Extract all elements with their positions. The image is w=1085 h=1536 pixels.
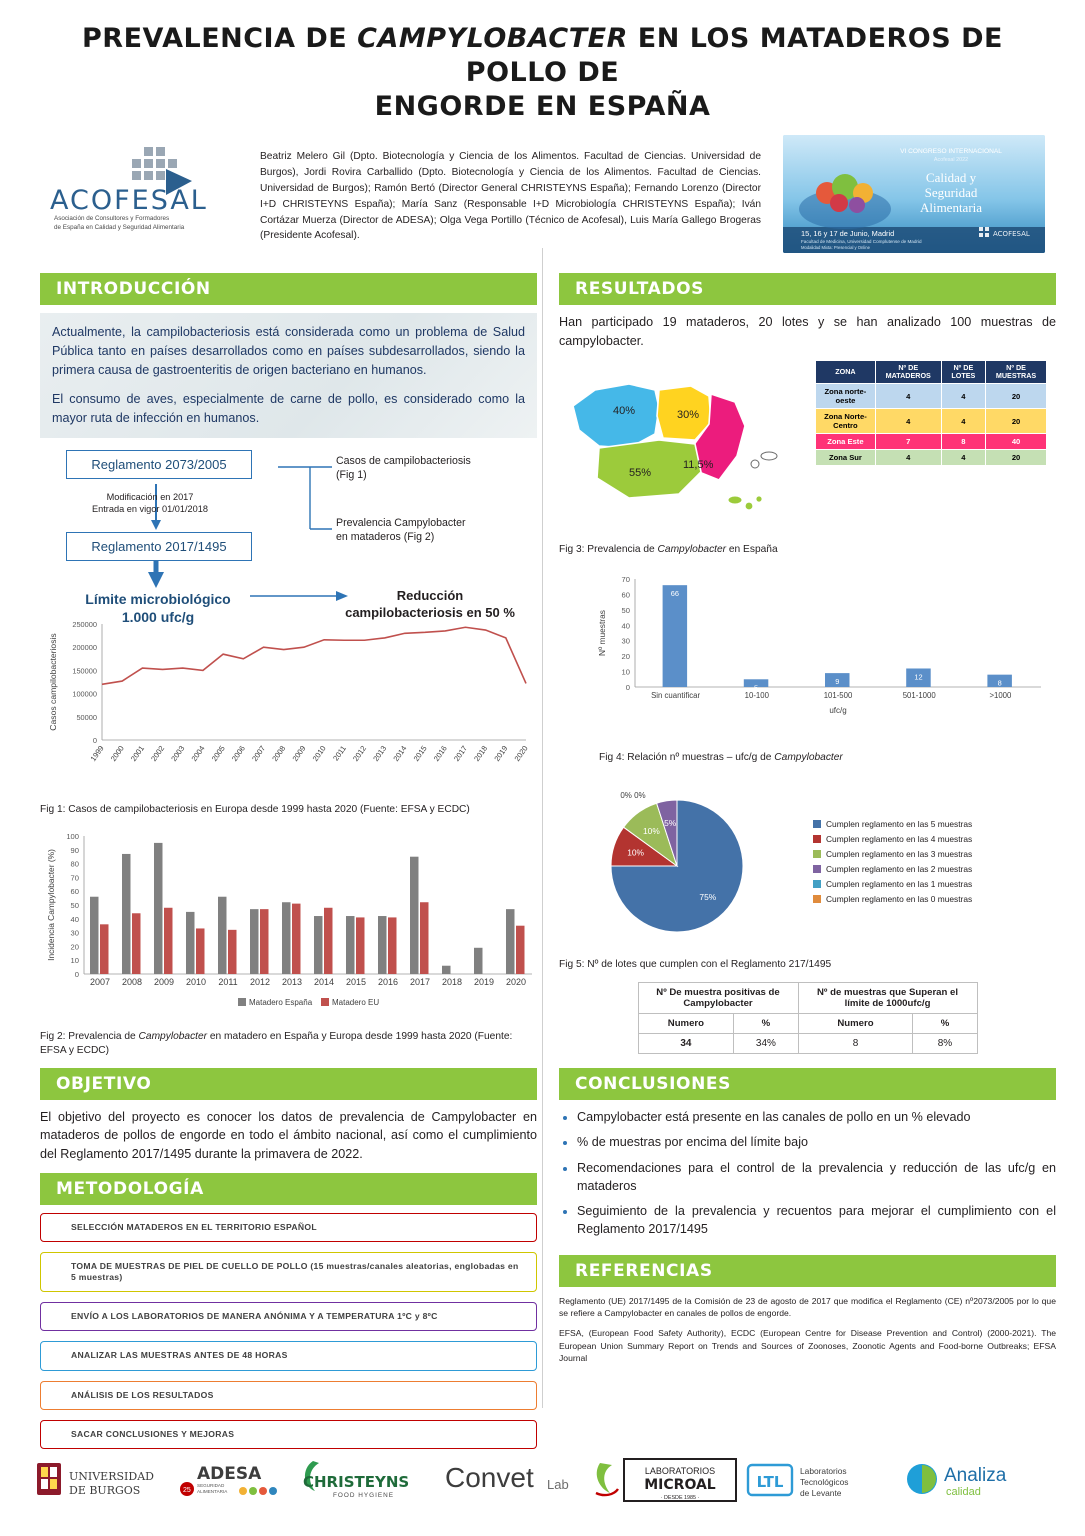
fig5-chart	[559, 774, 1056, 954]
svg-text:12: 12	[914, 672, 923, 682]
modification-note	[50, 492, 250, 516]
svg-text:Matadero EU: Matadero EU	[332, 998, 380, 1008]
svg-text:2015: 2015	[411, 743, 429, 763]
svg-text:ufc/g: ufc/g	[829, 705, 847, 715]
svg-text:9: 9	[835, 676, 840, 686]
pos-sub-numero-2: Numero	[798, 1014, 913, 1034]
svg-text:2011: 2011	[331, 743, 348, 763]
svg-text:VI CONGRESO INTERNACIONAL: VI CONGRESO INTERNACIONAL	[900, 148, 1002, 156]
svg-text:2018: 2018	[472, 743, 490, 763]
fig2-caption	[40, 1030, 537, 1058]
legend-item	[813, 894, 1056, 904]
logo-convet-lab	[443, 1453, 583, 1509]
svg-text:5%: 5%	[664, 818, 677, 829]
fig2-caption-ital: Campylobacter	[138, 1031, 208, 1043]
svg-text:1999: 1999	[88, 743, 106, 763]
svg-text:CHRISTEYNS: CHRISTEYNS	[303, 1473, 410, 1491]
branch-prevalence	[336, 516, 526, 545]
legend-item	[813, 879, 1056, 889]
svg-text:calidad: calidad	[945, 1486, 981, 1498]
title-line-2: ENGORDE EN ESPAÑA	[374, 90, 711, 122]
fig3-caption-ital: Campylobacter	[657, 543, 727, 555]
svg-text:2015: 2015	[345, 977, 367, 988]
branch-cases-line1: Casos de campilobacteriosis	[336, 454, 471, 467]
svg-text:70: 70	[621, 574, 630, 584]
svg-text:30: 30	[621, 636, 630, 646]
method-step-3: ENVÍO A LOS LABORATORIOS DE MANERA ANÓNIMA Y A TEMPERATURA 1ºC y 8ºC	[40, 1302, 537, 1331]
svg-text:2008: 2008	[121, 977, 143, 988]
section-referencias: REFERENCIAS	[559, 1255, 1056, 1287]
zona-th-muestras: Nº DE MUESTRAS	[986, 360, 1047, 384]
svg-text:2019: 2019	[492, 743, 510, 763]
congress-banner	[783, 135, 1045, 253]
fig4-chart	[559, 567, 1056, 747]
svg-text:2020: 2020	[505, 977, 527, 988]
fig2-chart	[40, 826, 537, 1026]
fig4-caption-a: Fig 4: Relación nº muestras – ufc/g de	[599, 751, 775, 763]
zona-cell-mataderos: 4	[875, 384, 941, 409]
svg-text:2009: 2009	[153, 977, 175, 988]
svg-text:100000: 100000	[72, 689, 97, 699]
svg-text:ACOFESAL: ACOFESAL	[50, 185, 208, 217]
legend-swatch	[813, 850, 821, 858]
fig5-legend	[809, 819, 1056, 909]
svg-text:2011: 2011	[218, 977, 238, 988]
logo-laboratorios-microal	[590, 1453, 740, 1509]
logo-christeyns	[297, 1453, 437, 1509]
zona-cell-name: Zona Este	[816, 434, 876, 450]
method-step-5: ANÁLISIS DE LOS RESULTADOS	[40, 1381, 537, 1410]
modification-note-line1: Modificación en 2017	[106, 491, 194, 502]
legend-label: Cumplen reglamento en las 5 muestras	[826, 819, 973, 830]
svg-text:2009: 2009	[290, 743, 308, 763]
svg-text:ACOFESAL: ACOFESAL	[993, 230, 1030, 239]
svg-text:MICROAL: MICROAL	[643, 1477, 716, 1493]
table-row	[816, 450, 1047, 466]
svg-text:>1000: >1000	[989, 690, 1012, 700]
legend-label: Cumplen reglamento en las 1 muestras	[826, 879, 973, 890]
svg-text:60: 60	[70, 887, 79, 897]
list-item: • Seguimiento de la prevalencia y recuentos para mejorar el cumplimiento con el Reglamento 2017/1495	[577, 1202, 1056, 1239]
section-introduccion: INTRODUCCIÓN	[40, 273, 537, 305]
limit-line1: Límite microbiológico	[85, 590, 231, 607]
methodology-steps	[40, 1213, 537, 1449]
svg-text:2006: 2006	[229, 743, 247, 763]
intro-paragraph-2: El consumo de aves, especialmente de carne de pollo, es considerado como la mayor ruta de infección en humanos.	[52, 391, 525, 425]
pos-header-positivas: Nº De muestra positivas de Campylobacter	[638, 983, 798, 1014]
svg-text:30%: 30%	[677, 408, 700, 421]
pos-value-pct-2: 8%	[913, 1034, 977, 1054]
svg-text:2007: 2007	[89, 977, 111, 988]
reference-2: EFSA, (European Food Safety Authority), ECDC (European Centre for Disease Prevention and Control) (2000-2021). The European Union Summary Report on Trends and Sources of Zoonoses, Zoonotic Agents and Food-borne Outbreaks; EFSA Journal	[559, 1328, 1056, 1364]
left-column	[40, 267, 537, 1459]
pos-sub-numero-1: Numero	[638, 1014, 734, 1034]
zona-cell-mataderos: 4	[875, 409, 941, 434]
legend-label: Cumplen reglamento en las 3 muestras	[826, 849, 973, 860]
list-item: • % de muestras por encima del límite bajo	[577, 1133, 1056, 1151]
svg-text:Lab: Lab	[547, 1477, 570, 1492]
svg-text:2018: 2018	[441, 977, 463, 988]
pos-value-pct-1: 34%	[734, 1034, 798, 1054]
legend-swatch	[813, 895, 821, 903]
svg-text:de Levante: de Levante	[799, 1488, 842, 1498]
svg-text:2019: 2019	[473, 977, 495, 988]
intro-paragraph-1: Actualmente, la campilobacteriosis está considerada como un problema de Salud Pública tanto en países desarrollados como en países subdesarrollados, siendo la primera causa de gastroenteritis de origen bacteriano en humanos.	[52, 325, 525, 378]
svg-text:2002: 2002	[149, 743, 167, 763]
table-row	[816, 384, 1047, 409]
legend-item	[813, 849, 1056, 859]
svg-text:10%: 10%	[627, 847, 644, 858]
zona-cell-mataderos: 7	[875, 434, 941, 450]
svg-text:UNIVERSIDAD: UNIVERSIDAD	[69, 1470, 155, 1483]
legend-swatch	[813, 820, 821, 828]
svg-text:· DESDE 1985 ·: · DESDE 1985 ·	[660, 1495, 699, 1501]
pos-value-numero-2: 8	[798, 1034, 913, 1054]
zona-cell-muestras: 20	[986, 384, 1047, 409]
svg-text:40%: 40%	[613, 404, 636, 417]
fig3-caption	[559, 543, 1056, 557]
zona-cell-lotes: 8	[941, 434, 986, 450]
svg-text:Acofesal 2022: Acofesal 2022	[933, 157, 969, 164]
intro-text-box	[40, 313, 537, 437]
title-part-2: EN LOS MATADEROS DE POLLO DE	[465, 23, 1003, 88]
svg-text:Incidencia Campylobacter (%): Incidencia Campylobacter (%)	[46, 849, 56, 962]
svg-text:50: 50	[621, 605, 630, 615]
header	[0, 129, 1085, 253]
resultados-text: Han participado 19 mataderos, 20 lotes y se han analizado 100 muestras de campylobacter.	[559, 315, 1056, 348]
title-part-italic: CAMPYLOBACTER	[357, 23, 628, 54]
svg-text:75%: 75%	[699, 892, 717, 903]
svg-text:Casos campilobacteriosis: Casos campilobacteriosis	[48, 632, 58, 731]
map-and-table	[559, 360, 1056, 535]
title-part-1: PREVALENCIA DE	[82, 23, 358, 54]
svg-text:FOOD HYGIENE: FOOD HYGIENE	[333, 1492, 395, 1499]
svg-text:Tecnológicos: Tecnológicos	[799, 1477, 849, 1487]
svg-text:0: 0	[625, 682, 630, 692]
svg-text:0: 0	[74, 970, 79, 980]
zona-cell-mataderos: 4	[875, 450, 941, 466]
fig3-caption-b: en España	[726, 543, 778, 555]
fig1-caption: Fig 1: Casos de campilobacteriosis en Europa desde 1999 hasta 2020 (Fuente: EFSA y ECDC)	[40, 803, 470, 815]
svg-text:501-1000: 501-1000	[902, 690, 936, 700]
zona-table	[815, 360, 1047, 467]
svg-text:10: 10	[70, 956, 79, 966]
svg-text:2012: 2012	[351, 743, 369, 763]
svg-text:ALIMENTARIA: ALIMENTARIA	[197, 1489, 228, 1494]
section-conclusiones: CONCLUSIONES	[559, 1068, 1056, 1100]
modification-note-line2: Entrada en vigor 01/01/2018	[92, 503, 208, 514]
svg-text:Convet: Convet	[445, 1462, 535, 1493]
legend-swatch	[813, 880, 821, 888]
svg-text:2012: 2012	[249, 977, 271, 988]
list-item: • Recomendaciones para el control de la prevalencia y reducción de las ufc/g en mataderos	[577, 1159, 1056, 1196]
svg-text:30: 30	[70, 929, 79, 939]
fig4-caption	[599, 751, 1056, 765]
svg-text:ADESA: ADESA	[197, 1464, 262, 1484]
fig1-chart	[40, 614, 537, 799]
section-objetivo: OBJETIVO	[40, 1068, 537, 1100]
svg-text:150000: 150000	[72, 666, 97, 676]
svg-text:200000: 200000	[72, 642, 97, 652]
method-step-4: ANALIZAR LAS MUESTRAS ANTES DE 48 HORAS	[40, 1341, 537, 1370]
legend-item	[813, 834, 1056, 844]
svg-text:100: 100	[66, 832, 79, 842]
svg-text:DE BURGOS: DE BURGOS	[69, 1484, 141, 1497]
branch-prevalence-line2: en mataderos (Fig 2)	[336, 531, 435, 543]
svg-text:50: 50	[70, 901, 79, 911]
reference-1: Reglamento (UE) 2017/1495 de la Comisión de 23 de agosto de 2017 que modifica el Reglamento (CE) nº2073/2005 por lo que se refiere a Campylobacter en canales de pollos de engorde.	[559, 1295, 1056, 1318]
table-row	[816, 409, 1047, 434]
zona-th-lotes: Nº DE LOTES	[941, 360, 986, 384]
svg-text:de España en Calidad y Segurid: de España en Calidad y Seguridad Alimentaria	[54, 224, 185, 232]
method-step-2: TOMA DE MUESTRAS DE PIEL DE CUELLO DE POLLO (15 muestras/canales aleatorias, englobadas en 5 muestras)	[40, 1252, 537, 1292]
svg-text:Matadero España: Matadero España	[249, 998, 313, 1008]
logo-universidad-burgos	[33, 1453, 173, 1509]
svg-text:0% 0%: 0% 0%	[620, 791, 646, 801]
regulation-2017-box: Reglamento 2017/1495	[66, 532, 252, 561]
svg-text:10-100: 10-100	[744, 690, 769, 700]
positives-table	[638, 982, 978, 1054]
legend-swatch	[813, 835, 821, 843]
svg-text:2010: 2010	[185, 977, 207, 988]
fig2-caption-b: en matadero en España y Europa desde 1999 hasta 2020 (Fuente: EFSA y ECDC)	[40, 1031, 513, 1057]
svg-text:2007: 2007	[250, 743, 268, 763]
svg-text:Facultad de Medicina, Universi: Facultad de Medicina, Universidad Complutense de Madrid	[801, 239, 922, 245]
svg-text:Laboratorios: Laboratorios	[799, 1466, 847, 1476]
zona-cell-name: Zona Norte-Centro	[816, 409, 876, 434]
svg-text:2013: 2013	[371, 743, 389, 763]
svg-text:Asociación de Consultores y Fo: Asociación de Consultores y Formadores	[54, 215, 170, 223]
svg-text:2016: 2016	[377, 977, 399, 988]
method-step-6: SACAR CONCLUSIONES Y MEJORAS	[40, 1420, 537, 1449]
svg-text:70: 70	[70, 873, 79, 883]
svg-text:Analiza: Analiza	[943, 1465, 1007, 1486]
svg-text:Modalidad Mixta: Presencial y: Modalidad Mixta: Presencial y Online	[801, 245, 870, 251]
svg-text:2016: 2016	[431, 743, 449, 763]
column-divider	[542, 248, 543, 1408]
svg-text:Calidad y: Calidad y	[925, 170, 977, 186]
legend-item	[813, 864, 1056, 874]
svg-text:40: 40	[70, 915, 79, 925]
logo-analiza-calidad	[902, 1453, 1052, 1509]
svg-text:Seguridad: Seguridad	[924, 185, 978, 201]
svg-text:15, 16 y 17 de Junio, Madrid: 15, 16 y 17 de Junio, Madrid	[801, 229, 895, 239]
zona-cell-muestras: 40	[986, 434, 1047, 450]
table-row	[816, 434, 1047, 450]
zona-cell-muestras: 20	[986, 450, 1047, 466]
svg-text:2005: 2005	[209, 743, 227, 763]
fig4-caption-ital: Campylobacter	[774, 751, 843, 763]
svg-text:90: 90	[70, 846, 79, 856]
footer-logos	[0, 1426, 1085, 1536]
authors-list: Beatriz Melero Gil (Dpto. Biotecnología y Ciencia de los Alimentos. Facultad de Ciencias. Universidad de Burgos), Jordi Rovira Carballido (Dpto. Biotecnología y Ciencia de los Alimentos. Facultad de Ciencias. Universidad de Burgos); Ramón Bertó (Director General CHRISTEYNS España); Fernando Lorenzo (Director I+D CHRISTEYNS España); María Sanz (Responsable I+D Microbiología CHRISTEYNS España); Iván Cortázar Muerza (Director de ADESA); Olga Vega Portillo (Técnico de Acofesal), Luis María Gallego Brogeras (Presidente Acofesal).	[260, 151, 761, 242]
svg-text:SEGURIDAD: SEGURIDAD	[197, 1483, 225, 1488]
svg-text:LABORATORIOS: LABORATORIOS	[644, 1466, 715, 1476]
legend-swatch	[813, 865, 821, 873]
reduction-line2: campilobacteriosis en 50 %	[345, 604, 515, 620]
svg-text:2004: 2004	[189, 743, 207, 763]
svg-text:2013: 2013	[281, 977, 303, 988]
section-metodologia: METODOLOGÍA	[40, 1173, 537, 1205]
svg-text:20: 20	[70, 942, 79, 952]
svg-text:0: 0	[92, 735, 97, 745]
section-resultados: RESULTADOS	[559, 273, 1056, 305]
right-column	[559, 267, 1056, 1459]
branch-cases-line2: (Fig 1)	[336, 469, 367, 481]
pos-value-numero-1: 34	[638, 1034, 734, 1054]
legend-item	[813, 819, 1056, 829]
svg-text:5: 5	[753, 682, 759, 692]
svg-text:80: 80	[70, 860, 79, 870]
svg-text:55%: 55%	[629, 466, 652, 479]
logo-adesa	[179, 1453, 291, 1509]
acofesal-logo	[40, 135, 240, 239]
logo-ltl	[746, 1453, 896, 1509]
legend-label: Cumplen reglamento en las 0 muestras	[826, 894, 973, 905]
limit-line2: 1.000 ufc/g	[121, 608, 195, 625]
zona-th-zona: ZONA	[816, 360, 876, 384]
zona-cell-lotes: 4	[941, 450, 986, 466]
svg-text:2014: 2014	[391, 743, 409, 763]
fig3-caption-a: Fig 3: Prevalencia de	[559, 543, 658, 555]
svg-text:2000: 2000	[108, 743, 126, 763]
svg-text:20: 20	[621, 651, 630, 661]
svg-text:2003: 2003	[169, 743, 187, 763]
svg-text:Nº muestras: Nº muestras	[597, 609, 607, 656]
svg-text:Sin cuantificar: Sin cuantificar	[651, 690, 701, 700]
pos-header-superan: Nº de muestras que Superan el límite de 1000ufc/g	[798, 983, 977, 1014]
zona-th-mataderos: Nº DE MATADEROS	[875, 360, 941, 384]
svg-text:2014: 2014	[313, 977, 335, 988]
svg-text:2017: 2017	[451, 743, 470, 763]
spain-map	[559, 360, 809, 535]
svg-text:101-500: 101-500	[823, 690, 853, 700]
zona-cell-name: Zona norte-oeste	[816, 384, 876, 409]
zona-cell-lotes: 4	[941, 409, 986, 434]
branch-cases	[336, 454, 526, 483]
zona-cell-name: Zona Sur	[816, 450, 876, 466]
svg-text:Alimentaria: Alimentaria	[919, 200, 983, 216]
svg-text:50000: 50000	[76, 712, 97, 722]
branch-prevalence-line1: Prevalencia Campylobacter	[336, 516, 466, 529]
svg-text:2001: 2001	[128, 743, 147, 763]
svg-text:11,5%: 11,5%	[683, 458, 714, 471]
legend-label: Cumplen reglamento en las 2 muestras	[826, 864, 973, 875]
svg-text:10%: 10%	[643, 826, 660, 837]
list-item: • Campylobacter está presente en las canales de pollo en un % elevado	[577, 1108, 1056, 1126]
fig2-caption-a: Fig 2: Prevalencia de	[40, 1031, 139, 1043]
reduction-line1: Reducción	[396, 587, 464, 603]
svg-text:LTL: LTL	[756, 1473, 784, 1491]
objetivo-text: El objetivo del proyecto es conocer los datos de prevalencia de Campylobacter en mataderos de pollos de engorde en todo el ámbito nacional, así como el cumplimiento del Reglamento 2017/1495 durante la primavera de 2022.	[40, 1110, 537, 1161]
svg-text:2017: 2017	[409, 977, 431, 988]
svg-text:250000: 250000	[72, 619, 97, 629]
regulation-2073-box: Reglamento 2073/2005	[66, 450, 252, 479]
svg-text:60: 60	[621, 589, 630, 599]
page-title	[0, 0, 1085, 129]
method-step-1: SELECCIÓN MATADEROS EN EL TERRITORIO ESPAÑOL	[40, 1213, 537, 1242]
svg-text:8: 8	[997, 678, 1002, 688]
legend-label: Cumplen reglamento en las 4 muestras	[826, 834, 973, 845]
zona-table-header-row	[816, 360, 1047, 384]
svg-text:2010: 2010	[310, 743, 328, 763]
svg-text:66: 66	[670, 588, 679, 598]
svg-text:10: 10	[621, 667, 630, 677]
svg-text:25: 25	[183, 1487, 191, 1494]
pos-sub-pct-2: %	[913, 1014, 977, 1034]
pos-sub-pct-1: %	[734, 1014, 798, 1034]
conclusions-list	[559, 1108, 1056, 1239]
svg-text:2008: 2008	[270, 743, 288, 763]
zona-cell-lotes: 4	[941, 384, 986, 409]
svg-text:2020: 2020	[512, 743, 530, 763]
svg-text:40: 40	[621, 620, 630, 630]
fig5-caption: Fig 5: Nº de lotes que cumplen con el Reglamento 217/1495	[559, 959, 832, 971]
zona-cell-muestras: 20	[986, 409, 1047, 434]
